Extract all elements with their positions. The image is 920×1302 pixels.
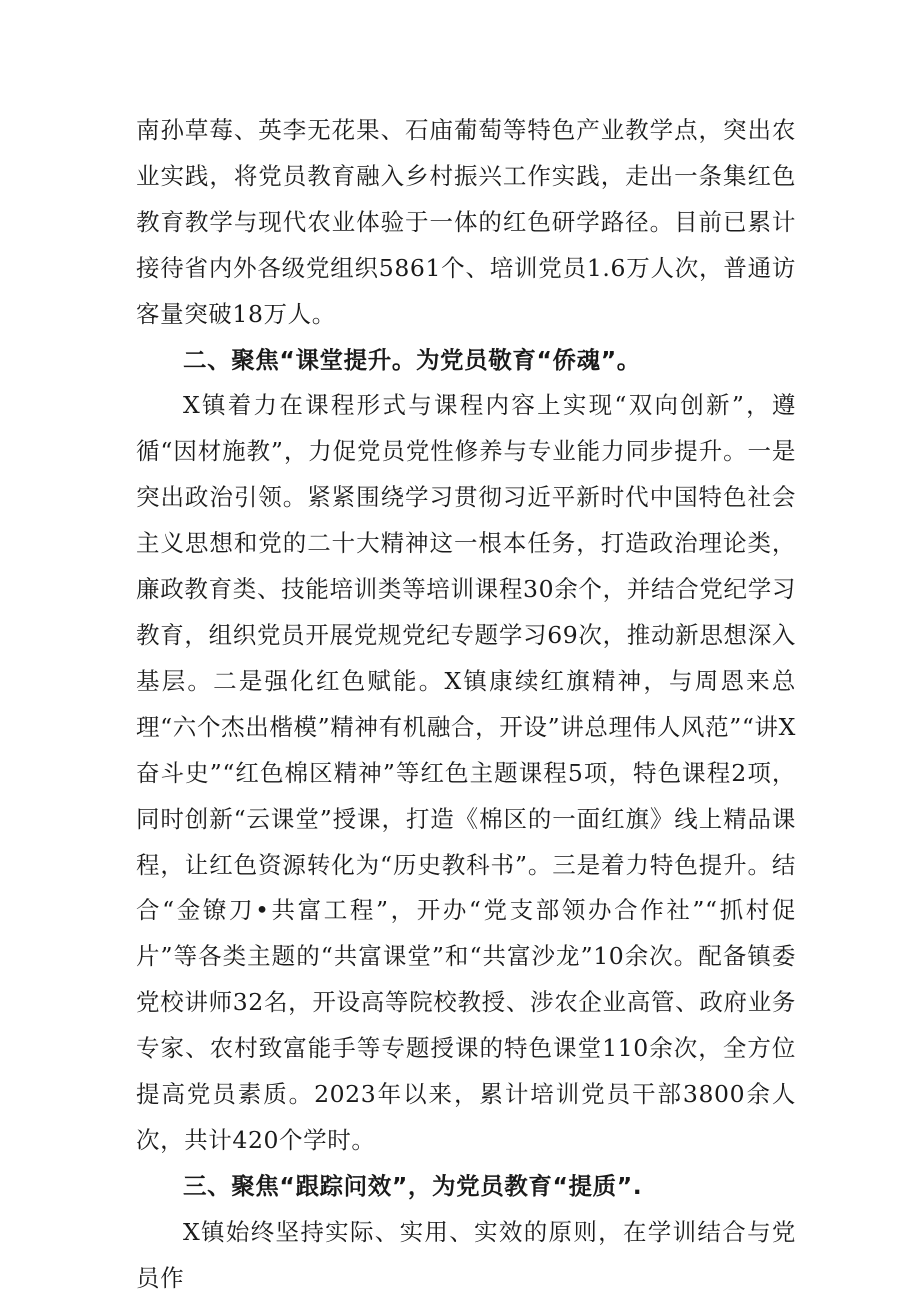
section-heading-two: 二、聚焦“课堂提升。为党员敬育“侨魂”。 (183, 345, 641, 374)
document-body (136, 108, 796, 1302)
paragraph-section-three-body: X镇始终坚持实际、实用、实效的原则，在学训结合与党员作 (136, 1217, 796, 1292)
paragraph-continuation: 南孙草莓、英李无花果、石庙葡萄等特色产业教学点，突出农业实践，将党员教育融入乡村振兴工作实践，走出一条集红色教育教学与现代农业体验于一体的红色研学路径。目前已累计接待省内外各级党组织5861个、培训党员1.6万人次，普通访客量突破18万人。 (136, 116, 796, 328)
section-heading-three: 三、聚焦“跟踪问效”，为党员教育“提质”. (183, 1171, 643, 1200)
paragraph-section-two-body: X镇着力在课程形式与课程内容上实现“双向创新”，遵循“因材施教”，力促党员党性修养与专业能力同步提升。一是突出政治引领。紧紧围绕学习贯彻习近平新时代中国特色社会主义思想和党的二十大精神这一根本任务，打造政治理论类，廉政教育类、技能培训类等培训课程30余个，并结合党纪学习教育，组织党员开展党规党纪专题学习69次，推动新思想深入基层。二是强化红色赋能。X镇康续红旗精神，与周恩来总理“六个杰出楷模”精神有机融合，开设”讲总理伟人风范”“讲X奋斗史”“红色棉区精神”等红色主题课程5项，特色课程2项，同时创新“云课堂”授课，打造《棉区的一面红旗》线上精品课程，让红色资源转化为“历史教科书”。三是着力特色提升。结合“金镣刀•共富工程”，开办“党支部领办合作社”“抓村促片”等各类主题的“共富课堂”和“共富沙龙”10余次。配备镇委党校讲师32名，开设高等院校教授、涉农企业高管、政府业务专家、农村致富能手等专题授课的特色课堂110余次，全方位提高党员素质。2023年以来，累计培训党员干部3800余人次，共计420个学时。 (136, 391, 796, 1154)
